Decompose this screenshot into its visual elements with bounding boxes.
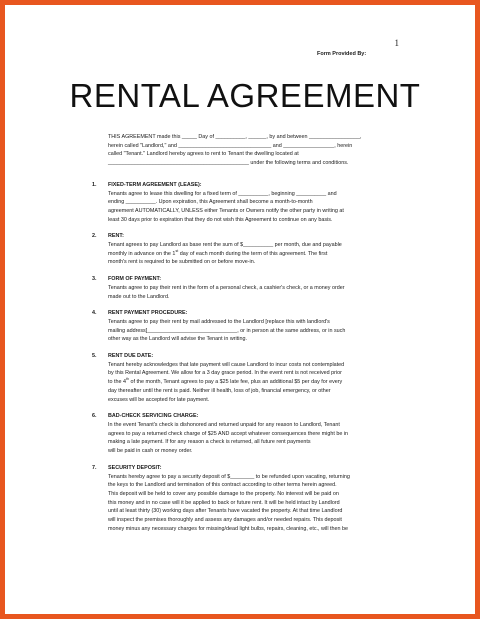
section-line: least 30 days prior to expiration that they do not wish this Agreement to continue on any basis. [108,216,333,223]
section-title: BAD-CHECK SERVICING CHARGE: [108,413,199,420]
section-line: will inspect the premises thoroughly and assess any damages and/or needed repairs. This deposit [108,517,342,524]
section-title: SECURITY DEPOSIT: [108,464,162,471]
intro-line: herein called "Landlord," and _______________________________ and _________________, herein [108,142,353,149]
section-line: will be paid in cash or money order. [108,448,193,455]
section-line: other way as the Landlord will advise the Tenant in writing. [108,336,247,343]
section-number: 1. [92,181,97,188]
section-heading [92,412,408,421]
section-heading [92,232,408,241]
section-fixed-term [92,181,408,225]
section-line: Tenants agree to lease this dwelling for a fixed term of __________, beginning __________ and [108,190,337,197]
section-title: RENT DUE DATE: [108,353,154,360]
section-heading [92,309,408,318]
section-line: Tenants hereby agree to pay a security deposit of $________ to be refunded upon vacating, returning [108,473,350,480]
section-title: RENT: [108,233,124,240]
section-rent-payment-procedure [92,309,408,344]
ordinal-suffix: st [175,248,179,253]
section-line: Tenant hereby acknowledges that late payment will cause Landlord to incur costs not contemplated [108,361,345,368]
section-line: by this Rental Agreement. We allow for a 3 day grace period. In the event rent is not received prior [108,370,342,377]
section-line: made out to the Landlord. [108,293,170,300]
section-line: monthly in advance on the 1st day of each month during the term of this agreement. The first [108,248,328,257]
section-line: day thereafter until the rent is paid. Neither ill health, loss of job, financial emergency, or other [108,387,331,394]
section-number: 3. [92,276,97,283]
section-title: RENT PAYMENT PROCEDURE: [108,310,188,317]
section-heading [92,352,408,361]
section-number: 7. [92,464,97,471]
section-line: Tenants agree to pay their rent by mail addressed to the Landlord [replace this with landlord's [108,318,330,325]
section-number: 6. [92,413,97,420]
ordinal-suffix: th [125,377,129,382]
section-heading [92,275,408,284]
agreement-body [92,133,408,533]
section-line: month's rent is required to be submitted on or before move-in. [108,259,256,266]
section-number: 2. [92,233,97,240]
section-line: Tenant agrees to pay Landlord as base rent the sum of $__________ per month, due and payable [108,242,342,249]
section-line: to the 4th of the month, Tenant agrees to pay a $25 late fee, plus an additional $5 per day for every [108,377,343,386]
section-security-deposit [92,464,408,534]
section-heading [92,181,408,190]
section-line: ending __________. Upon expiration, this Agreement shall become a month-to-month [108,199,313,206]
section-rent [92,232,408,267]
intro-line: THIS AGREEMENT made this _____ Day of __________, ______, by and between _________________, [108,134,362,140]
intro-line: _______________________________________________ under the following terms and conditions. [108,160,349,167]
section-line: agrees to pay a returned check charge of $25 AND accept whatever consequences there might be in [108,430,349,437]
section-line: this money and in no case will it be applied to back or future rent. It will be held intact by Landlord [108,499,340,506]
section-line: making a late payment. If for any reason a check is returned, all future rent payments [108,439,311,446]
intro-line: called "Tenant." Landlord hereby agrees to rent to Tenant the dwelling located at [108,151,299,158]
section-line: Tenants agree to pay their rent in the form of a personal check, a cashier's check, or a money order [108,284,345,291]
intro-paragraph [108,133,408,168]
section-number: 5. [92,353,97,360]
section-line: excuses will be accepted for late payment. [108,396,210,403]
section-bad-check [92,412,408,456]
section-title: FORM OF PAYMENT: [108,276,162,283]
section-line: the keys to the Landlord and termination of this contract according to other terms herein agreed. [108,482,337,489]
section-rent-due-date [92,352,408,404]
page-number: 1 [394,38,399,48]
section-heading [92,464,408,473]
section-number: 4. [92,310,97,317]
section-line: money minus any necessary charges for missing/dead light bulbs, repairs, cleaning, etc., will then be [108,525,349,532]
section-line: until at least thirty (30) working days after Tenants have vacated the property. At that time Landlord [108,508,343,515]
section-form-of-payment [92,275,408,301]
section-line: In the event Tenant's check is dishonored and returned unpaid for any reason to Landlord, Tenant [108,421,340,428]
document-title: RENTAL AGREEMENT [69,77,421,114]
section-line: This deposit will be held to cover any possible damage to the property. No interest will be paid on [108,490,339,497]
section-line: agreement AUTOMATICALLY, UNLESS either Tenants or Owners notify the other party in writing at [108,207,344,214]
section-title: FIXED-TERM AGREEMENT (LEASE): [108,181,202,188]
section-line: mailing address]______________________________, or in person at the same address, or in such [108,327,346,334]
provided-by-label: Form Provided By: [317,51,367,57]
